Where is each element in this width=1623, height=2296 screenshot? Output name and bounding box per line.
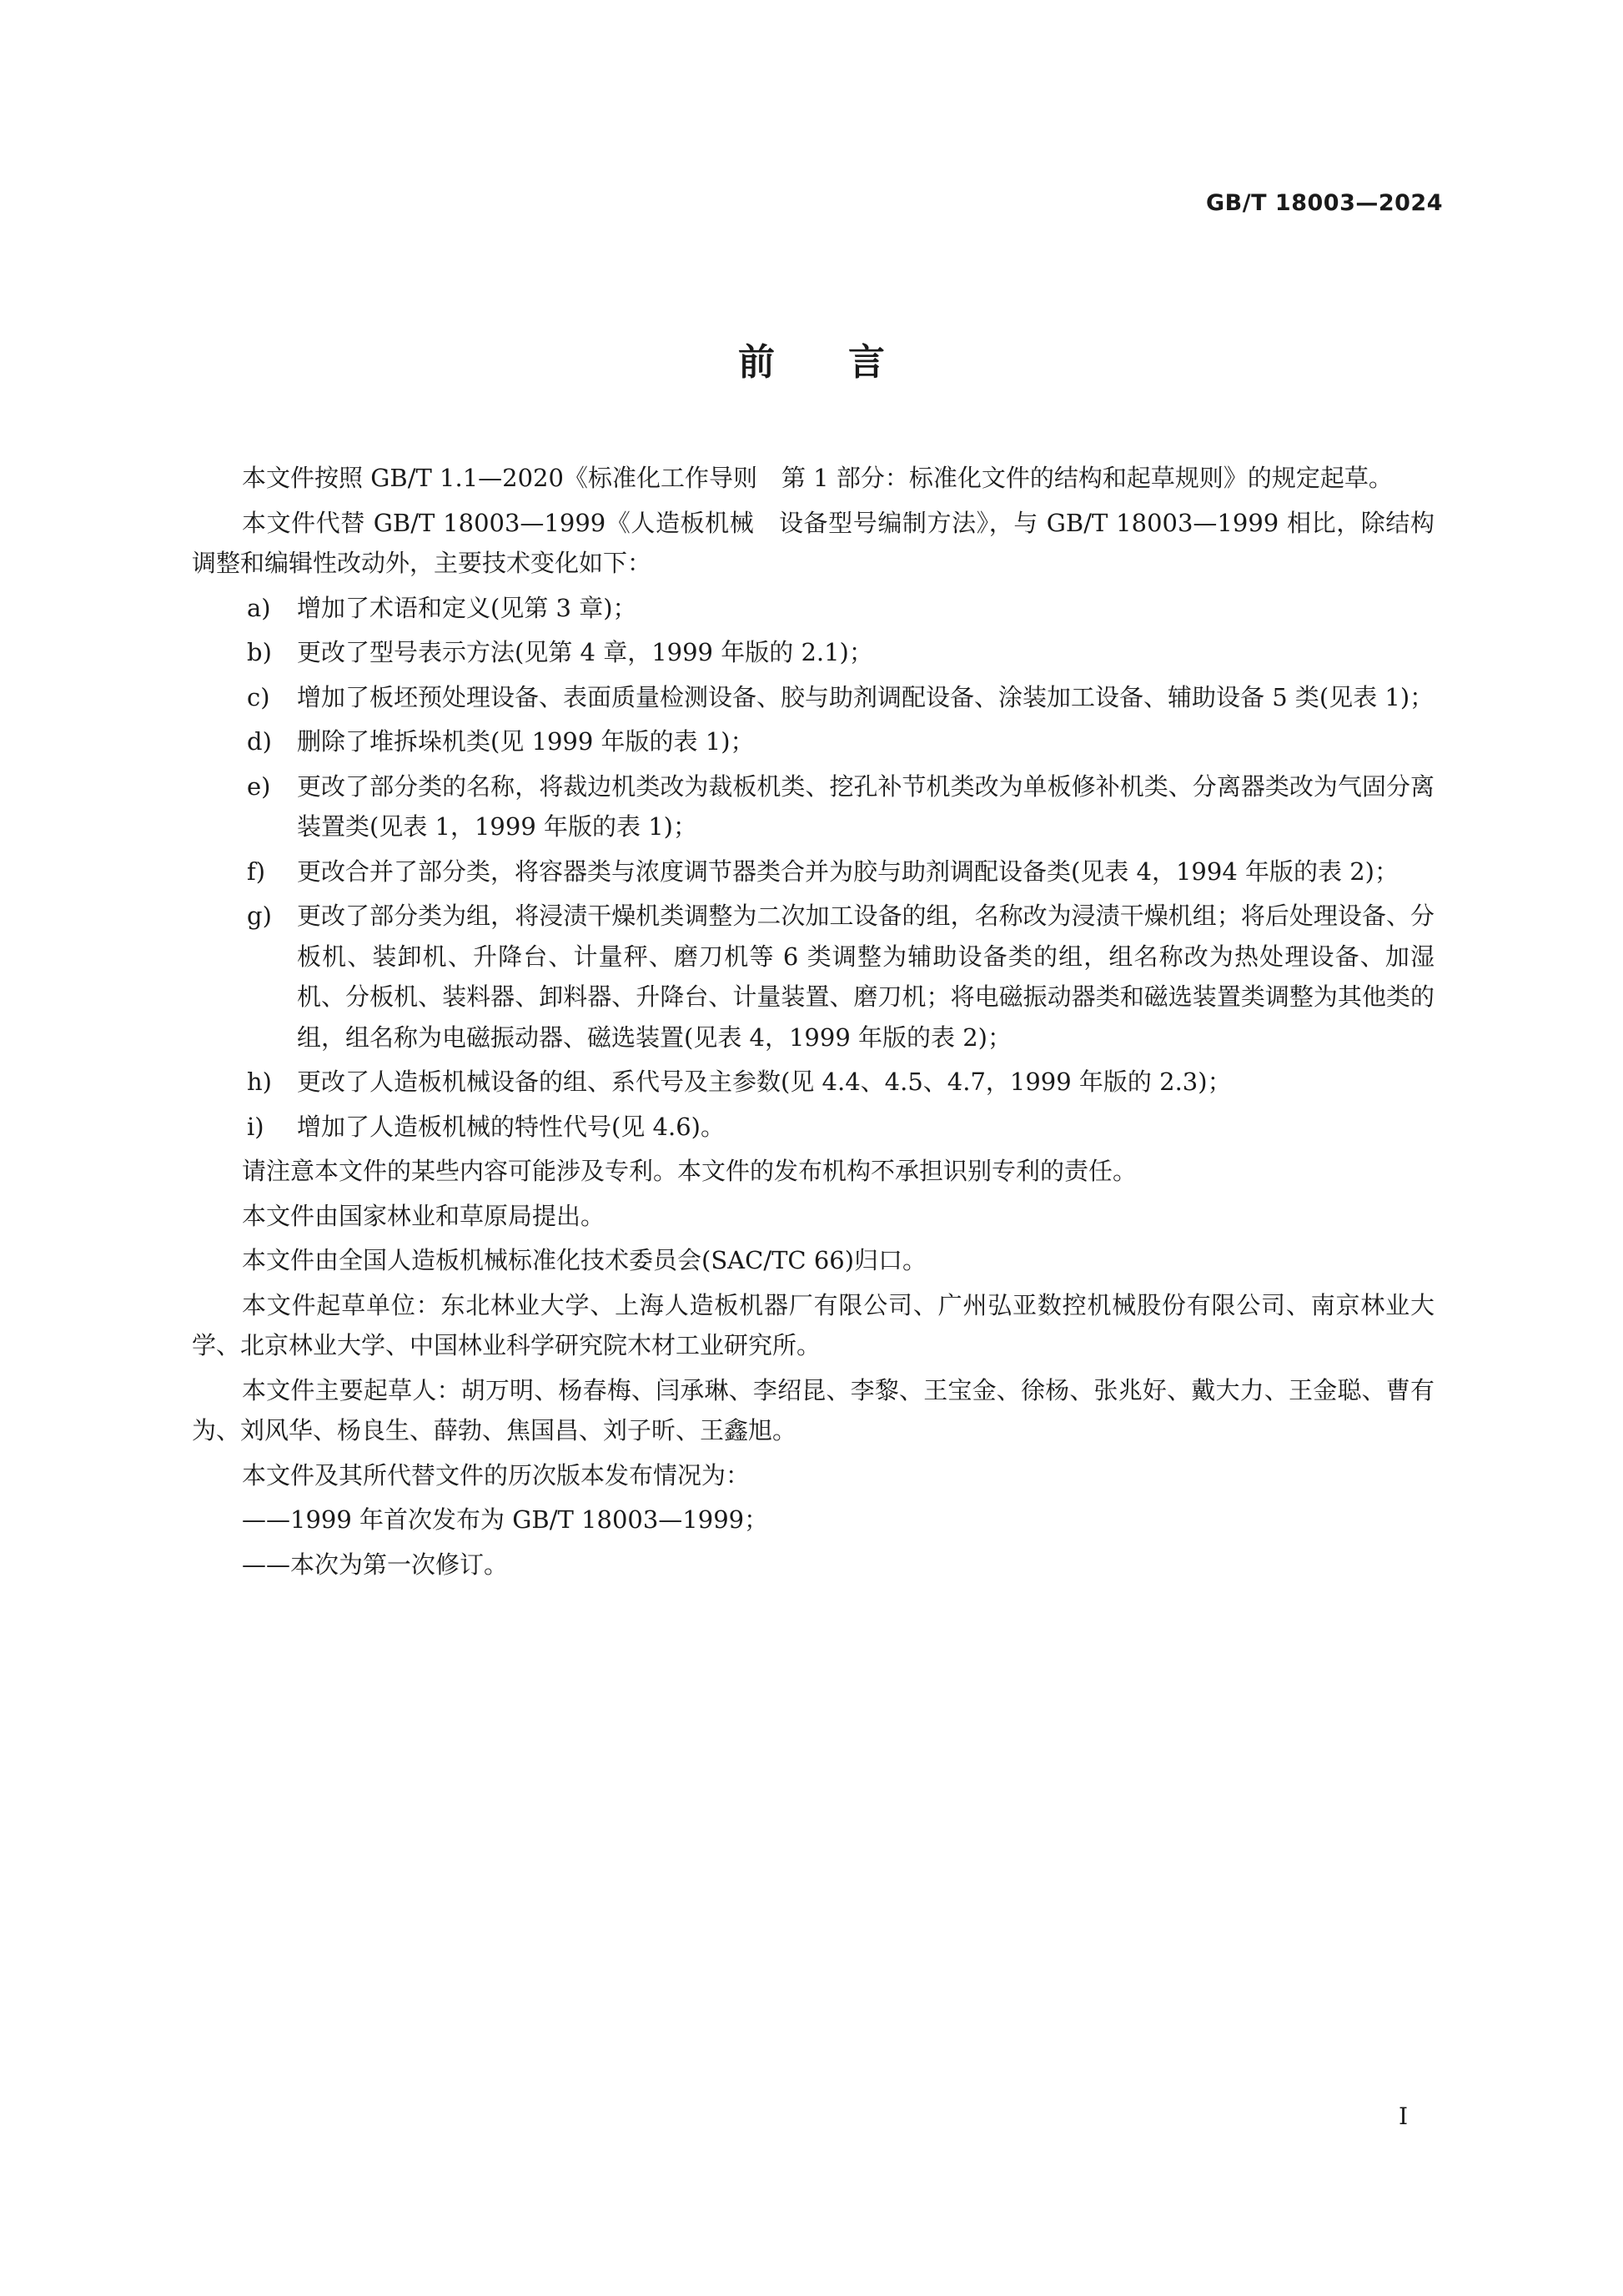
list-item-label: f) (247, 857, 266, 886)
paragraph: 本文件主要起草人：胡万明、杨春梅、闫承琳、李绍昆、李黎、王宝金、徐杨、张兆好、戴大力、王金聪、曹有为、刘风华、杨良生、薛勃、焦国昌、刘子昕、王鑫旭。 (192, 1375, 1435, 1444)
list-item (192, 1107, 1435, 1148)
standard-number: GB/T 18003—2024 (1206, 190, 1443, 216)
paragraph: 本文件按照 GB/T 1.1—2020《标准化工作导则 第 1 部分：标准化文件的结构和起草规则》的规定起草。 (242, 464, 1393, 492)
list-item-text: 增加了术语和定义(见第 3 章)； (297, 593, 637, 622)
history-item: ——1999 年首次发布为 GB/T 18003—1999； (242, 1505, 769, 1534)
list-item-label: e) (247, 771, 271, 801)
list-item-text: 增加了板坯预处理设备、表面质量检测设备、胶与助剂调配设备、涂装加工设备、辅助设备 5 类(见表 1)； (297, 682, 1435, 711)
list-item-text: 删除了堆拆垛机类(见 1999 年版的表 1)； (297, 727, 755, 756)
page-number: I (1398, 2103, 1408, 2130)
paragraph: 本文件由全国人造板机械标准化技术委员会(SAC/TC 66)归口。 (242, 1246, 927, 1274)
list-item-label: a) (247, 593, 271, 622)
paragraph: 本文件由国家林业和草原局提出。 (242, 1201, 605, 1230)
list-item-label: c) (247, 682, 270, 711)
list-item (192, 852, 1435, 892)
list-item-label: h) (247, 1068, 272, 1096)
list-item-label: b) (247, 638, 272, 666)
document-body (192, 458, 1435, 1589)
list-item-label: g) (247, 902, 272, 930)
list-item-label: i) (247, 1112, 264, 1141)
list-item (192, 721, 1435, 762)
list-item (192, 677, 1435, 718)
paragraph: 本文件代替 GB/T 18003—1999《人造板机械 设备型号编制方法》，与 GB/T 18003—1999 相比，除结构调整和编辑性改动外，主要技术变化如下： (192, 508, 1435, 577)
list-item-text: 更改了部分类为组，将浸渍干燥机类调整为二次加工设备的组，名称改为浸渍干燥机组；将后处理设备、分板机、装卸机、升降台、计量秤、磨刀机等 6 类调整为辅助设备类的组，组名称改为热处理设备、加湿机、分板机、装料器、卸料器、升降台、计量装置、磨刀机；将电磁振动器类和磁选装置类调整为其他类的组，组名称为电磁振动器、磁选装置(见表 4，1999 年版的表 2)； (297, 902, 1435, 1052)
list-item-text: 增加了人造板机械的特性代号(见 4.6)。 (297, 1112, 725, 1141)
history-item: ——本次为第一次修订。 (242, 1550, 509, 1579)
list-item-text: 更改合并了部分类，将容器类与浓度调节器类合并为胶与助剂调配设备类(见表 4，1994 年版的表 2)； (297, 857, 1399, 886)
paragraph: 本文件起草单位：东北林业大学、上海人造板机器厂有限公司、广州弘亚数控机械股份有限公司、南京林业大学、北京林业大学、中国林业科学研究院木材工业研究所。 (192, 1290, 1435, 1359)
page-title: 前言 (738, 341, 958, 384)
list-item-text: 更改了部分类的名称，将裁边机类改为裁板机类、挖孔补节机类改为单板修补机类、分离器类改为气固分离装置类(见表 1，1999 年版的表 1)； (297, 771, 1435, 841)
paragraph: 请注意本文件的某些内容可能涉及专利。本文件的发布机构不承担识别专利的责任。 (242, 1157, 1138, 1185)
list-item-text: 更改了型号表示方法(见第 4 章，1999 年版的 2.1)； (297, 638, 873, 666)
list-item (192, 766, 1435, 847)
list-item-text: 更改了人造板机械设备的组、系代号及主参数(见 4.4、4.5、4.7，1999 年版的 2.3)； (297, 1068, 1232, 1096)
list-item (192, 632, 1435, 673)
list-item (192, 896, 1435, 1058)
list-item (192, 588, 1435, 629)
list-item-label: d) (247, 727, 272, 756)
paragraph: 本文件及其所代替文件的历次版本发布情况为： (242, 1460, 751, 1490)
list-item (192, 1062, 1435, 1103)
